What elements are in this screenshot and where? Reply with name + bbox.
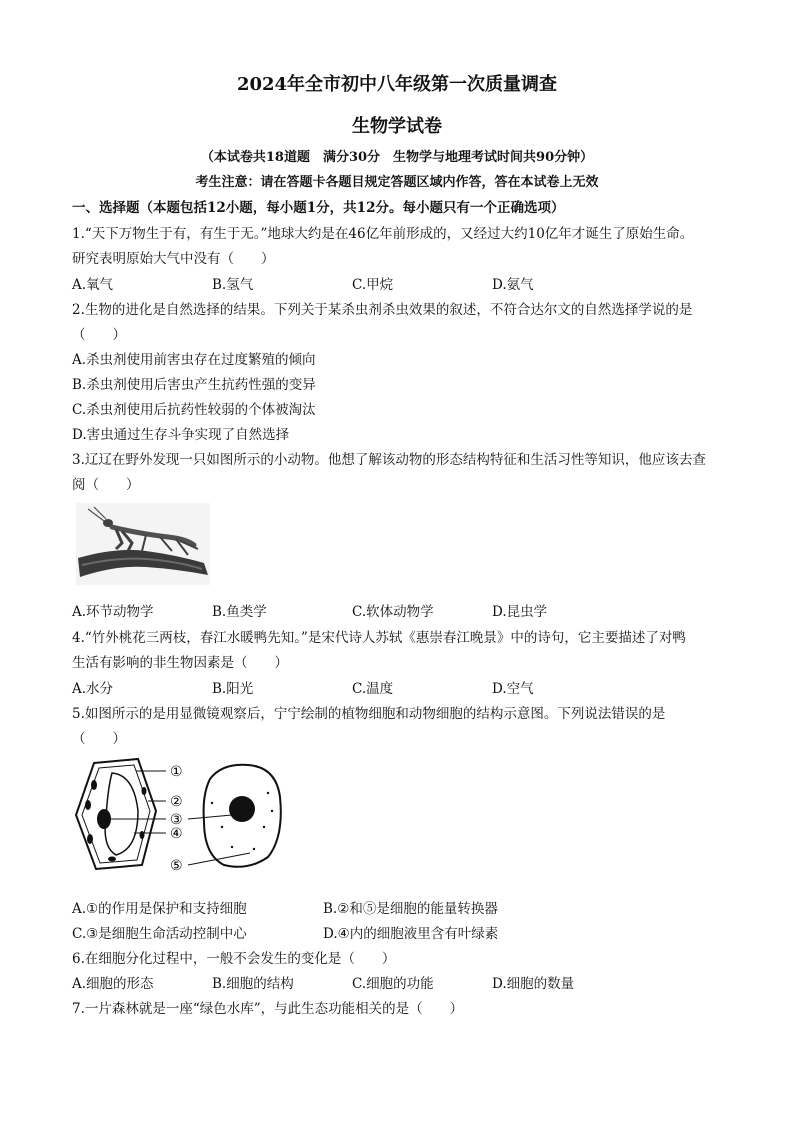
q1-option-d: D.氨气 bbox=[492, 277, 534, 293]
exam-title: 2024年全市初中八年级第一次质量调查 bbox=[236, 74, 558, 95]
chloroplast-shape bbox=[142, 787, 147, 795]
chloroplast-shape bbox=[85, 800, 91, 810]
q4-stem-line1: 4.“竹外桃花三两枝，春江水暖鸭先知。”是宋代诗人苏轼《惠崇春江晚景》中的诗句，它主要描述了对鸭 bbox=[72, 630, 686, 646]
q2-option-c: C.杀虫剂使用后抗药性较弱的个体被淘汰 bbox=[72, 402, 316, 418]
q1-option-a: A.氧气 bbox=[72, 277, 114, 293]
mantis-photo-figure bbox=[76, 503, 210, 585]
plant-animal-cell-diagram bbox=[72, 757, 290, 877]
chloroplast-shape bbox=[140, 831, 145, 839]
q1-stem-line2: 研究表明原始大气中没有（ ） bbox=[72, 251, 275, 267]
q2-stem-line1: 2.生物的进化是自然选择的结果。下列关于某杀虫剂杀虫效果的叙述，不符合达尔文的自然选择学说的是 bbox=[72, 302, 693, 318]
q1-stem-line1: 1.“天下万物生于有，有生于无。”地球大约是在46亿年前形成的，又经过大约10亿年才诞生了原始生命。 bbox=[72, 226, 694, 242]
q6-option-c: C.细胞的功能 bbox=[352, 976, 434, 992]
plant-nucleus bbox=[97, 809, 111, 829]
chloroplast-shape bbox=[108, 857, 116, 862]
q3-option-b: B.鱼类学 bbox=[212, 604, 267, 620]
q6-option-b: B.细胞的结构 bbox=[212, 976, 294, 992]
q4-option-c: C.温度 bbox=[352, 681, 394, 697]
mantis-head bbox=[103, 519, 113, 527]
q3-option-a: A.环节动物学 bbox=[72, 604, 154, 620]
q2-stem-line2: （ ） bbox=[72, 327, 126, 343]
exam-info: （本试卷共18道题 满分30分 生物学与地理考试时间共90分钟） bbox=[200, 150, 594, 165]
q1-option-b: B.氢气 bbox=[212, 277, 254, 293]
q3-stem-line2: 阅（ ） bbox=[72, 477, 140, 493]
q6-stem: 6.在细胞分化过程中，一般不会发生的变化是（ ） bbox=[72, 951, 396, 967]
q2-option-b: B.杀虫剂使用后害虫产生抗药性强的变异 bbox=[72, 377, 316, 393]
q4-option-d: D.空气 bbox=[492, 681, 534, 697]
q3-option-d: D.昆虫学 bbox=[492, 604, 548, 620]
label-3: ③ bbox=[170, 812, 183, 828]
animal-nucleus bbox=[229, 796, 255, 822]
q3-option-c: C.软体动物学 bbox=[352, 604, 434, 620]
q4-stem-line2: 生活有影响的非生物因素是（ ） bbox=[72, 655, 288, 671]
q5-option-a: A.①的作用是保护和支持细胞 bbox=[72, 901, 247, 917]
q6-option-a: A.细胞的形态 bbox=[72, 976, 154, 992]
exam-notice: 考生注意：请在答题卡各题目规定答题区域内作答，答在本试卷上无效 bbox=[195, 175, 599, 190]
label-4: ④ bbox=[170, 826, 183, 842]
q2-option-a: A.杀虫剂使用前害虫存在过度繁殖的倾向 bbox=[72, 352, 316, 368]
q1-option-c: C.甲烷 bbox=[352, 277, 394, 293]
q3-stem-line1: 3.辽辽在野外发现一只如图所示的小动物。他想了解该动物的形态结构特征和生活习性等知识，他应该去查 bbox=[72, 452, 706, 468]
chloroplast-shape bbox=[91, 780, 97, 790]
q6-option-d: D.细胞的数量 bbox=[492, 976, 575, 992]
q4-option-a: A.水分 bbox=[72, 681, 114, 697]
chloroplast-shape bbox=[87, 834, 93, 844]
q5-stem-line1: 5.如图所示的是用显微镜观察后，宁宁绘制的植物细胞和动物细胞的结构示意图。下列说法错误的是 bbox=[72, 706, 666, 722]
q5-option-b: B.②和⑤是细胞的能量转换器 bbox=[323, 901, 498, 917]
label-2: ② bbox=[170, 794, 183, 810]
q5-option-d: D.④内的细胞液里含有叶绿素 bbox=[323, 926, 499, 942]
q7-stem: 7.一片森林就是一座“绿色水库”，与此生态功能相关的是（ ） bbox=[72, 1001, 464, 1017]
label-5: ⑤ bbox=[170, 858, 183, 874]
section-heading: 一、选择题（本题包括12小题，每小题1分，共12分。每小题只有一个正确选项） bbox=[72, 200, 565, 216]
exam-subject: 生物学试卷 bbox=[352, 116, 442, 137]
q4-option-b: B.阳光 bbox=[212, 681, 254, 697]
q5-stem-line2: （ ） bbox=[72, 731, 126, 747]
q5-option-c: C.③是细胞生命活动控制中心 bbox=[72, 926, 247, 942]
q2-option-d: D.害虫通过生存斗争实现了自然选择 bbox=[72, 427, 290, 443]
label-1: ① bbox=[170, 764, 183, 780]
